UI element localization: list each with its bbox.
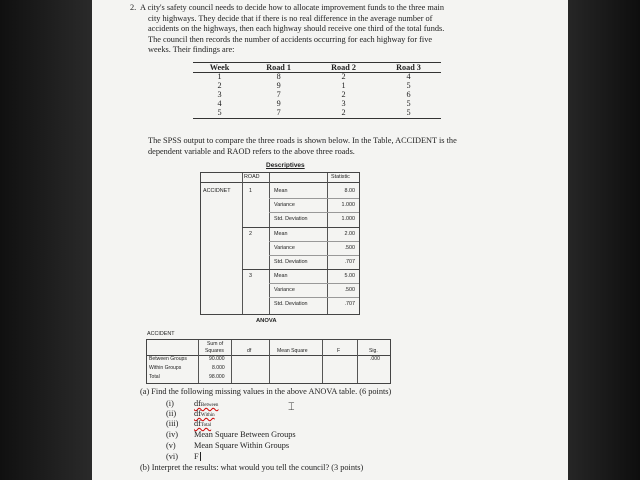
anova-table [146,339,391,384]
df-header: df [247,348,252,354]
row-divider [269,283,359,284]
spss-intro-line: The SPSS output to compare the three roads is shown below. In the Table, ACCIDENT is the [148,136,457,145]
table-row [193,100,441,109]
document-page [92,0,568,480]
cell: 1 [341,80,346,90]
stat-value: .707 [344,301,355,307]
text-cursor [200,452,203,461]
group-divider [242,269,359,270]
divider [327,173,328,314]
spss-intro-line: dependent variable and RAOD refers to the above three roads. [148,146,355,156]
source-label: Between Groups [149,356,187,362]
question-line: The council then records the number of accidents occurring for each highway for five [148,34,433,44]
anova-dependent-label: ACCIDENT [147,331,175,337]
cell: 5 [376,109,441,118]
road-label: 3 [249,273,252,279]
row-divider [269,255,359,256]
table-row [193,73,441,82]
road-label: 2 [249,231,252,237]
stat-value: 8.00 [344,188,355,194]
cell: 1 [217,72,222,81]
ss-value: 8.000 [212,365,225,371]
dependent-variable-label: ACCIDNET [203,188,231,194]
list-item [166,430,296,440]
stat-value: 5.00 [344,273,355,279]
table-row [193,82,441,91]
road-column-header: ROAD [244,174,260,180]
row-divider [269,212,359,213]
divider [357,340,358,383]
ss-value: 98.000 [209,374,225,380]
ss-header: Squares [205,348,224,354]
divider [322,340,323,383]
item-number: (ii) [166,409,177,418]
row-divider [269,241,359,242]
stat-label: Std. Deviation [274,301,308,307]
ibeam-cursor-icon: ⌶ [288,400,295,413]
table-row [193,109,441,118]
accident-data-table [193,62,441,119]
question-number: 2. [130,3,137,12]
item-text: df [194,399,201,408]
cell: 8 [276,72,281,81]
descriptives-title: Descriptives [266,162,305,169]
question-line: weeks. Their findings are: [148,45,235,55]
divider [198,340,199,383]
column-header: Road 3 [376,63,441,73]
question-line: accidents on the highways, then each highway should receive one third of the total funds. [148,24,445,34]
stat-value: .500 [344,287,355,293]
f-header: F [337,348,341,354]
cell: 5 [193,109,246,118]
item-text: Mean Square Between Groups [194,430,296,439]
item-number: (v) [166,441,176,450]
divider [231,340,232,383]
cell: 6 [406,89,411,99]
sig-value: .000 [370,356,380,362]
source-label: Total [149,374,160,380]
cell: 3 [217,89,222,99]
item-subscript: Total [200,423,212,428]
list-item [166,441,289,451]
row-divider [269,198,359,199]
stat-value: 1.000 [341,216,355,222]
source-label: Within Groups [149,365,182,371]
item-text: Mean Square Within Groups [194,441,290,450]
item-number: (i) [166,399,174,408]
questions-section [140,387,540,472]
table-row [193,91,441,100]
question-line: city highways. They decide that if there is no real difference in the average number of [148,13,433,23]
part-b-prompt: (b) Interpret the results: what would you tell the council? (3 points) [140,463,364,472]
divider [242,173,243,314]
cell: 5 [406,98,411,108]
spss-intro-text [148,136,548,157]
question-line: A city's safety council needs to decide how to allocate improvement funds to the three main [140,3,445,12]
ss-header: Sum of [207,341,224,347]
monitor-bezel-right [568,0,640,480]
divider [269,340,270,383]
item-text: F [194,452,199,461]
cell: 4 [406,72,411,81]
ss-value: 90.000 [209,356,225,362]
column-header: Week [193,63,246,73]
sig-header: Sig. [369,348,378,354]
item-subscript: Within [200,413,215,418]
stat-label: Mean [274,273,288,279]
stat-label: Variance [274,287,295,293]
item-number: (iv) [166,430,178,439]
column-header: Road 2 [311,63,376,73]
descriptives-table [200,172,360,315]
item-text: df [194,409,201,418]
list-item [166,452,203,462]
anova-title: ANOVA [256,318,277,324]
column-header: Road 1 [246,63,311,73]
monitor-bezel-left [0,0,92,480]
cell: 7 [246,109,311,118]
stat-value: 1.000 [341,202,355,208]
part-a-prompt: (a) Find the following missing values in the above ANOVA table. (6 points) [140,387,392,396]
cell: 2 [217,80,222,90]
question-text [130,3,550,56]
cell: 2 [341,72,346,81]
stat-label: Std. Deviation [274,216,308,222]
cell: 7 [276,89,281,99]
stat-label: Variance [274,202,295,208]
item-number: (iii) [166,419,179,428]
mean-square-header: Mean Square [277,348,308,354]
cell: 2 [341,89,346,99]
item-subscript: Between [200,403,219,408]
item-number: (vi) [166,452,178,461]
item-text: df [194,419,201,428]
divider [269,173,270,314]
row-divider [269,297,359,298]
stat-label: Mean [274,231,288,237]
road-label: 1 [249,188,252,194]
stat-value: 2.00 [344,231,355,237]
cell: 3 [341,98,346,108]
cell: 9 [276,98,281,108]
stat-label: Variance [274,245,295,251]
group-divider [242,227,359,228]
stat-value: .500 [344,245,355,251]
stat-value: .707 [344,259,355,265]
stat-label: Mean [274,188,288,194]
cell: 4 [217,98,222,108]
statistic-column-header: Statistic [331,174,350,180]
stat-label: Std. Deviation [274,259,308,265]
cell: 5 [406,80,411,90]
cell: 2 [311,109,376,118]
cell: 9 [276,80,281,90]
